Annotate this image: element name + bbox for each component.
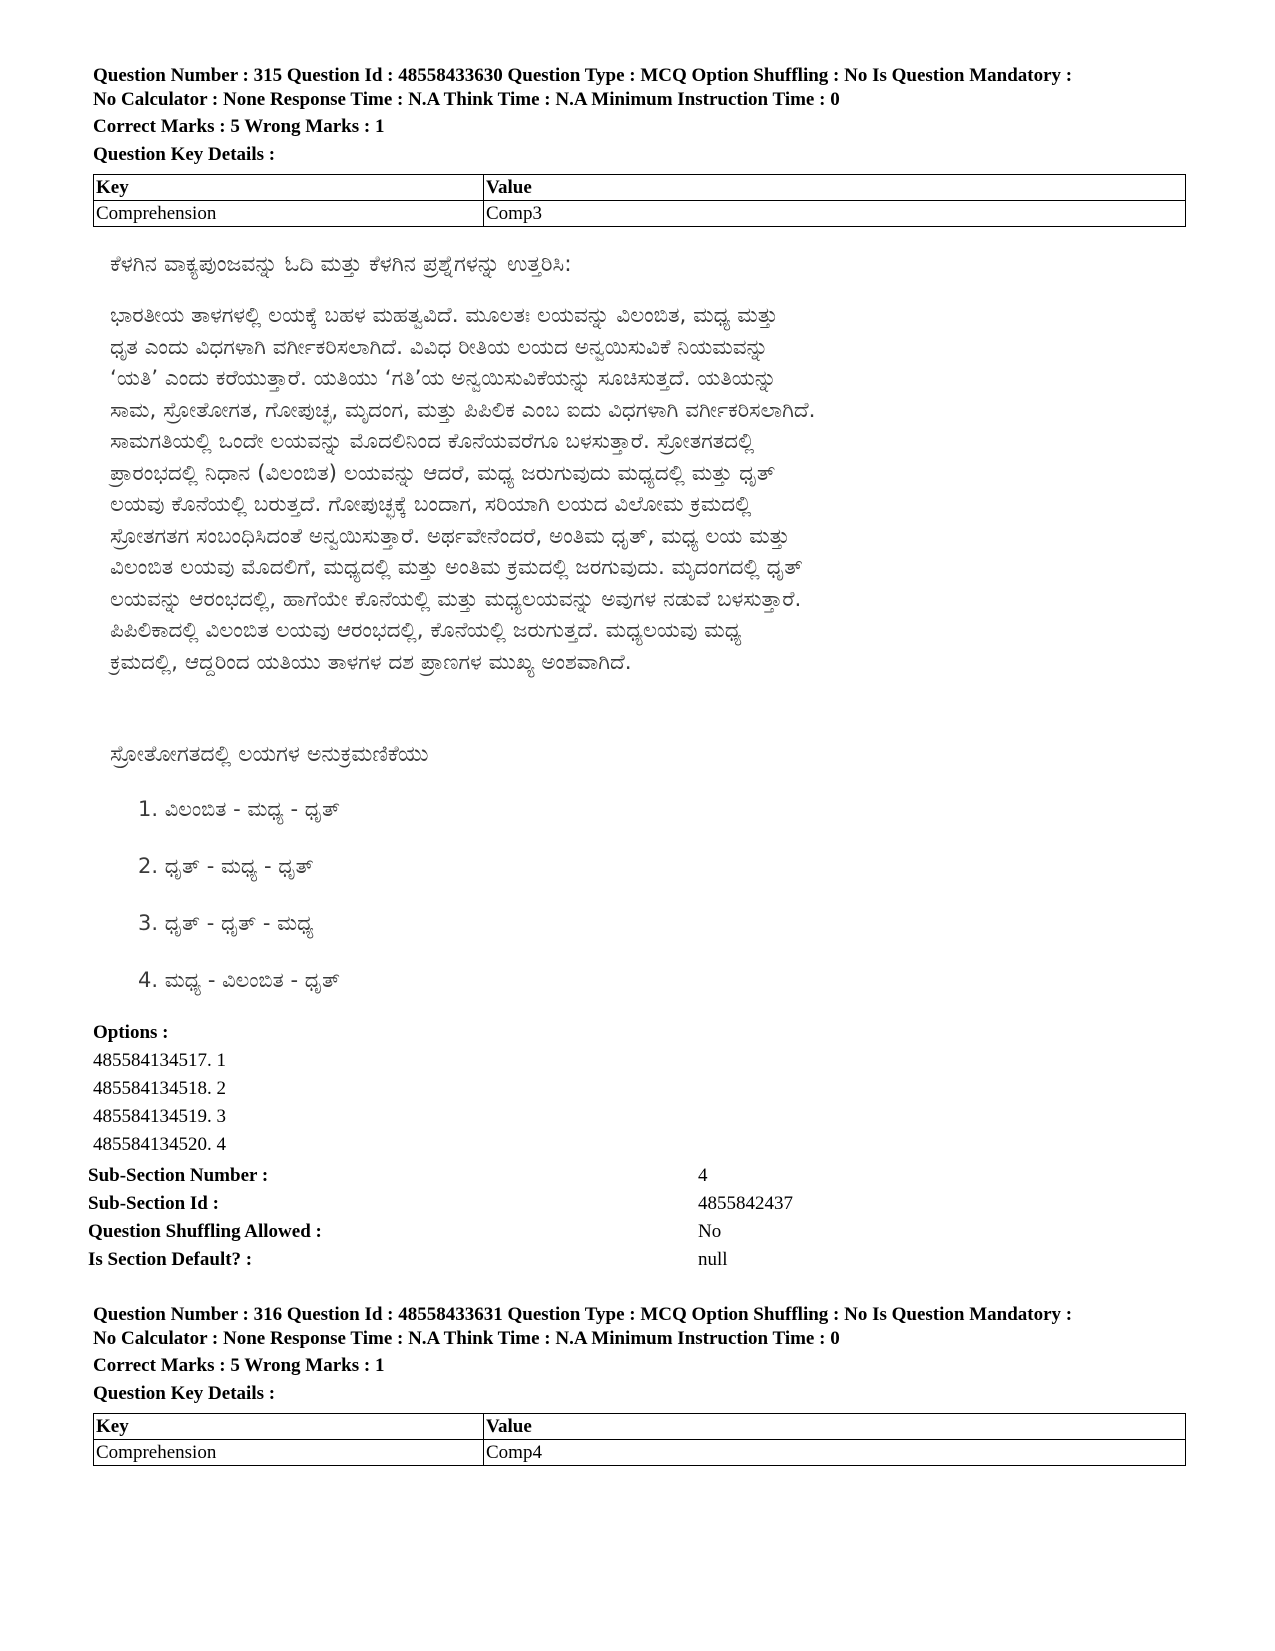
key-cell: Comprehension xyxy=(94,201,484,227)
subsection-id-label: Sub-Section Id : xyxy=(88,1193,219,1214)
q316-marks: Correct Marks : 5 Wrong Marks : 1 xyxy=(93,1355,385,1376)
key-cell: Comprehension xyxy=(94,1440,484,1466)
q316-key-details-label: Question Key Details : xyxy=(93,1383,276,1404)
question-shuffling-value: No xyxy=(698,1221,722,1242)
question-text: ಸ್ರೋತೋಗತದಲ್ಲಿ ಲಯಗಳ ಅನುಕ್ರಮಣಿಕೆಯು xyxy=(110,742,429,767)
value-cell: Comp3 xyxy=(484,201,1186,227)
section-default-label: Is Section Default? : xyxy=(88,1249,253,1270)
question-shuffling-label: Question Shuffling Allowed : xyxy=(88,1221,322,1242)
passage-line: ಧೃತ ಎಂದು ವಿಧಗಳಾಗಿ ವರ್ಗೀಕರಿಸಲಾಗಿದೆ. ವಿವಿಧ ರೀತಿಯ ಲಯದ ಅನ್ವಯಿಸುವಿಕೆ ನಿಯಮವನ್ನು xyxy=(110,334,769,360)
q315-key-table xyxy=(93,174,1186,227)
subsection-id-value: 4855842437 xyxy=(698,1193,793,1214)
key-table-row xyxy=(94,1440,1186,1466)
passage-line: ‘ಯತಿ’ ಎಂದು ಕರೆಯುತ್ತಾರೆ. ಯತಿಯು ‘ಗತಿ’ಯ ಅನ್ವಯಿಸುವಿಕೆಯನ್ನು ಸೂಚಿಸುತ್ತದೆ. ಯತಿಯನ್ನು xyxy=(110,366,777,391)
passage-line: ಸ್ರೋತಗತಗ ಸಂಬಂಧಿಸಿದಂತೆ ಅನ್ವಯಿಸುತ್ತಾರೆ. ಅರ್ಥವೇನೆಂದರೆ, ಅಂತಿಮ ಧೃತ್, ಮಧ್ಯ ಲಯ ಮತ್ತು xyxy=(110,523,790,549)
passage-line: ಸಾಮಗತಿಯಲ್ಲಿ ಒಂದೇ ಲಯವನ್ನು ಮೊದಲಿನಿಂದ ಕೊನೆಯವರೆಗೂ ಬಳಸುತ್ತಾರೆ. ಸ್ರೋತಗತದಲ್ಲಿ xyxy=(110,429,755,454)
q315-key-details-label: Question Key Details : xyxy=(93,144,276,165)
value-header: Value xyxy=(484,175,1186,201)
q316-header-line2: No Calculator : None Response Time : N.A Think Time : N.A Minimum Instruction Time : 0 xyxy=(93,1328,840,1349)
q316-key-table xyxy=(93,1413,1186,1466)
choice-3: 3. ಧೃತ್ - ಧೃತ್ - ಮಧ್ಯ xyxy=(138,911,314,935)
subsection-number-label: Sub-Section Number : xyxy=(88,1165,269,1186)
option-1: 485584134517. 1 xyxy=(93,1050,226,1071)
value-cell: Comp4 xyxy=(484,1440,1186,1466)
passage-line: ಲಯವು ಕೊನೆಯಲ್ಲಿ ಬರುತ್ತದೆ. ಗೋಪುಚ್ಛಕ್ಕೆ ಬಂದಾಗ, ಸರಿಯಾಗಿ ಲಯದ ವಿಲೋಮ ಕ್ರಮದಲ್ಲಿ xyxy=(110,492,752,517)
q315-marks: Correct Marks : 5 Wrong Marks : 1 xyxy=(93,116,385,137)
key-table-row xyxy=(94,201,1186,227)
options-label: Options : xyxy=(93,1022,169,1043)
q315-header-line2: No Calculator : None Response Time : N.A Think Time : N.A Minimum Instruction Time : 0 xyxy=(93,89,840,110)
subsection-number-value: 4 xyxy=(698,1165,708,1186)
passage-line: ಪ್ರಾರಂಭದಲ್ಲಿ ನಿಧಾನ (ವಿಲಂಬಿತ) ಲಯವನ್ನು ಆದರೆ, ಮಧ್ಯ ಜರುಗುವುದು ಮಧ್ಯದಲ್ಲಿ ಮತ್ತು ಧೃತ್ xyxy=(110,460,776,486)
key-table-header-row xyxy=(94,175,1186,201)
key-header: Key xyxy=(94,175,484,201)
passage-line: ಭಾರತೀಯ ತಾಳಗಳಲ್ಲಿ ಲಯಕ್ಕೆ ಬಹಳ ಮಹತ್ವವಿದೆ. ಮೂಲತಃ ಲಯವನ್ನು ವಿಲಂಬಿತ, ಮಧ್ಯ ಮತ್ತು xyxy=(110,303,778,328)
q315-header xyxy=(93,64,1203,112)
key-header: Key xyxy=(94,1414,484,1440)
passage-line: ಕ್ರಮದಲ್ಲಿ, ಆದ್ದರಿಂದ ಯತಿಯು ತಾಳಗಳ ದಶ ಪ್ರಾಣಗಳ ಮುಖ್ಯ ಅಂಶವಾಗಿದೆ. xyxy=(110,649,632,675)
choice-1: 1. ವಿಲಂಬಿತ - ಮಧ್ಯ - ಧೃತ್ xyxy=(138,797,341,821)
passage-line: ಸಾಮ, ಸ್ರೋತೋಗತ, ಗೋಪುಚ್ಛ, ಮೃದಂಗ, ಮತ್ತು ಪಿಪಿಲಿಕ ಎಂಬ ಐದು ವಿಧಗಳಾಗಿ ವರ್ಗೀಕರಿಸಲಾಗಿದೆ. xyxy=(110,397,816,423)
value-header: Value xyxy=(484,1414,1186,1440)
key-table-header-row xyxy=(94,1414,1186,1440)
option-3: 485584134519. 3 xyxy=(93,1106,226,1127)
passage-line: ಪಿಪಿಲಿಕಾದಲ್ಲಿ ವಿಲಂಬಿತ ಲಯವು ಆರಂಭದಲ್ಲಿ, ಕೊನೆಯಲ್ಲಿ ಜರುಗುತ್ತದೆ. ಮಧ್ಯಲಯವು ಮಧ್ಯ xyxy=(110,618,742,643)
passage-text xyxy=(110,300,1180,678)
passage-line: ಲಯವನ್ನು ಆರಂಭದಲ್ಲಿ, ಹಾಗೆಯೇ ಕೊನೆಯಲ್ಲಿ ಮತ್ತು ಮಧ್ಯಲಯವನ್ನು ಅವುಗಳ ನಡುವೆ ಬಳಸುತ್ತಾರೆ. xyxy=(110,586,802,612)
passage-instruction: ಕೆಳಗಿನ ವಾಕ್ಯಪುಂಜವನ್ನು ಓದಿ ಮತ್ತು ಕೆಳಗಿನ ಪ್ರಶ್ನೆಗಳನ್ನು ಉತ್ತರಿಸಿ: xyxy=(110,252,572,277)
option-2: 485584134518. 2 xyxy=(93,1078,226,1099)
passage-line: ವಿಲಂಬಿತ ಲಯವು ಮೊದಲಿಗೆ, ಮಧ್ಯದಲ್ಲಿ ಮತ್ತು ಅಂತಿಮ ಕ್ರಮದಲ್ಲಿ ಜರಗುವುದು. ಮೃದಂಗದಲ್ಲಿ ಧೃತ್ xyxy=(110,555,803,580)
q315-header-line1: Question Number : 315 Question Id : 48558433630 Question Type : MCQ Option Shuffling : No Is Question Mandatory : xyxy=(93,65,1073,86)
section-default-value: null xyxy=(698,1249,728,1270)
choice-2: 2. ಧೃತ್ - ಮಧ್ಯ - ಧೃತ್ xyxy=(138,854,314,878)
choice-4: 4. ಮಧ್ಯ - ವಿಲಂಬಿತ - ಧೃತ್ xyxy=(138,968,341,992)
q316-header xyxy=(93,1303,1203,1351)
option-4: 485584134520. 4 xyxy=(93,1134,226,1155)
q316-header-line1: Question Number : 316 Question Id : 48558433631 Question Type : MCQ Option Shuffling : No Is Question Mandatory : xyxy=(93,1304,1073,1325)
